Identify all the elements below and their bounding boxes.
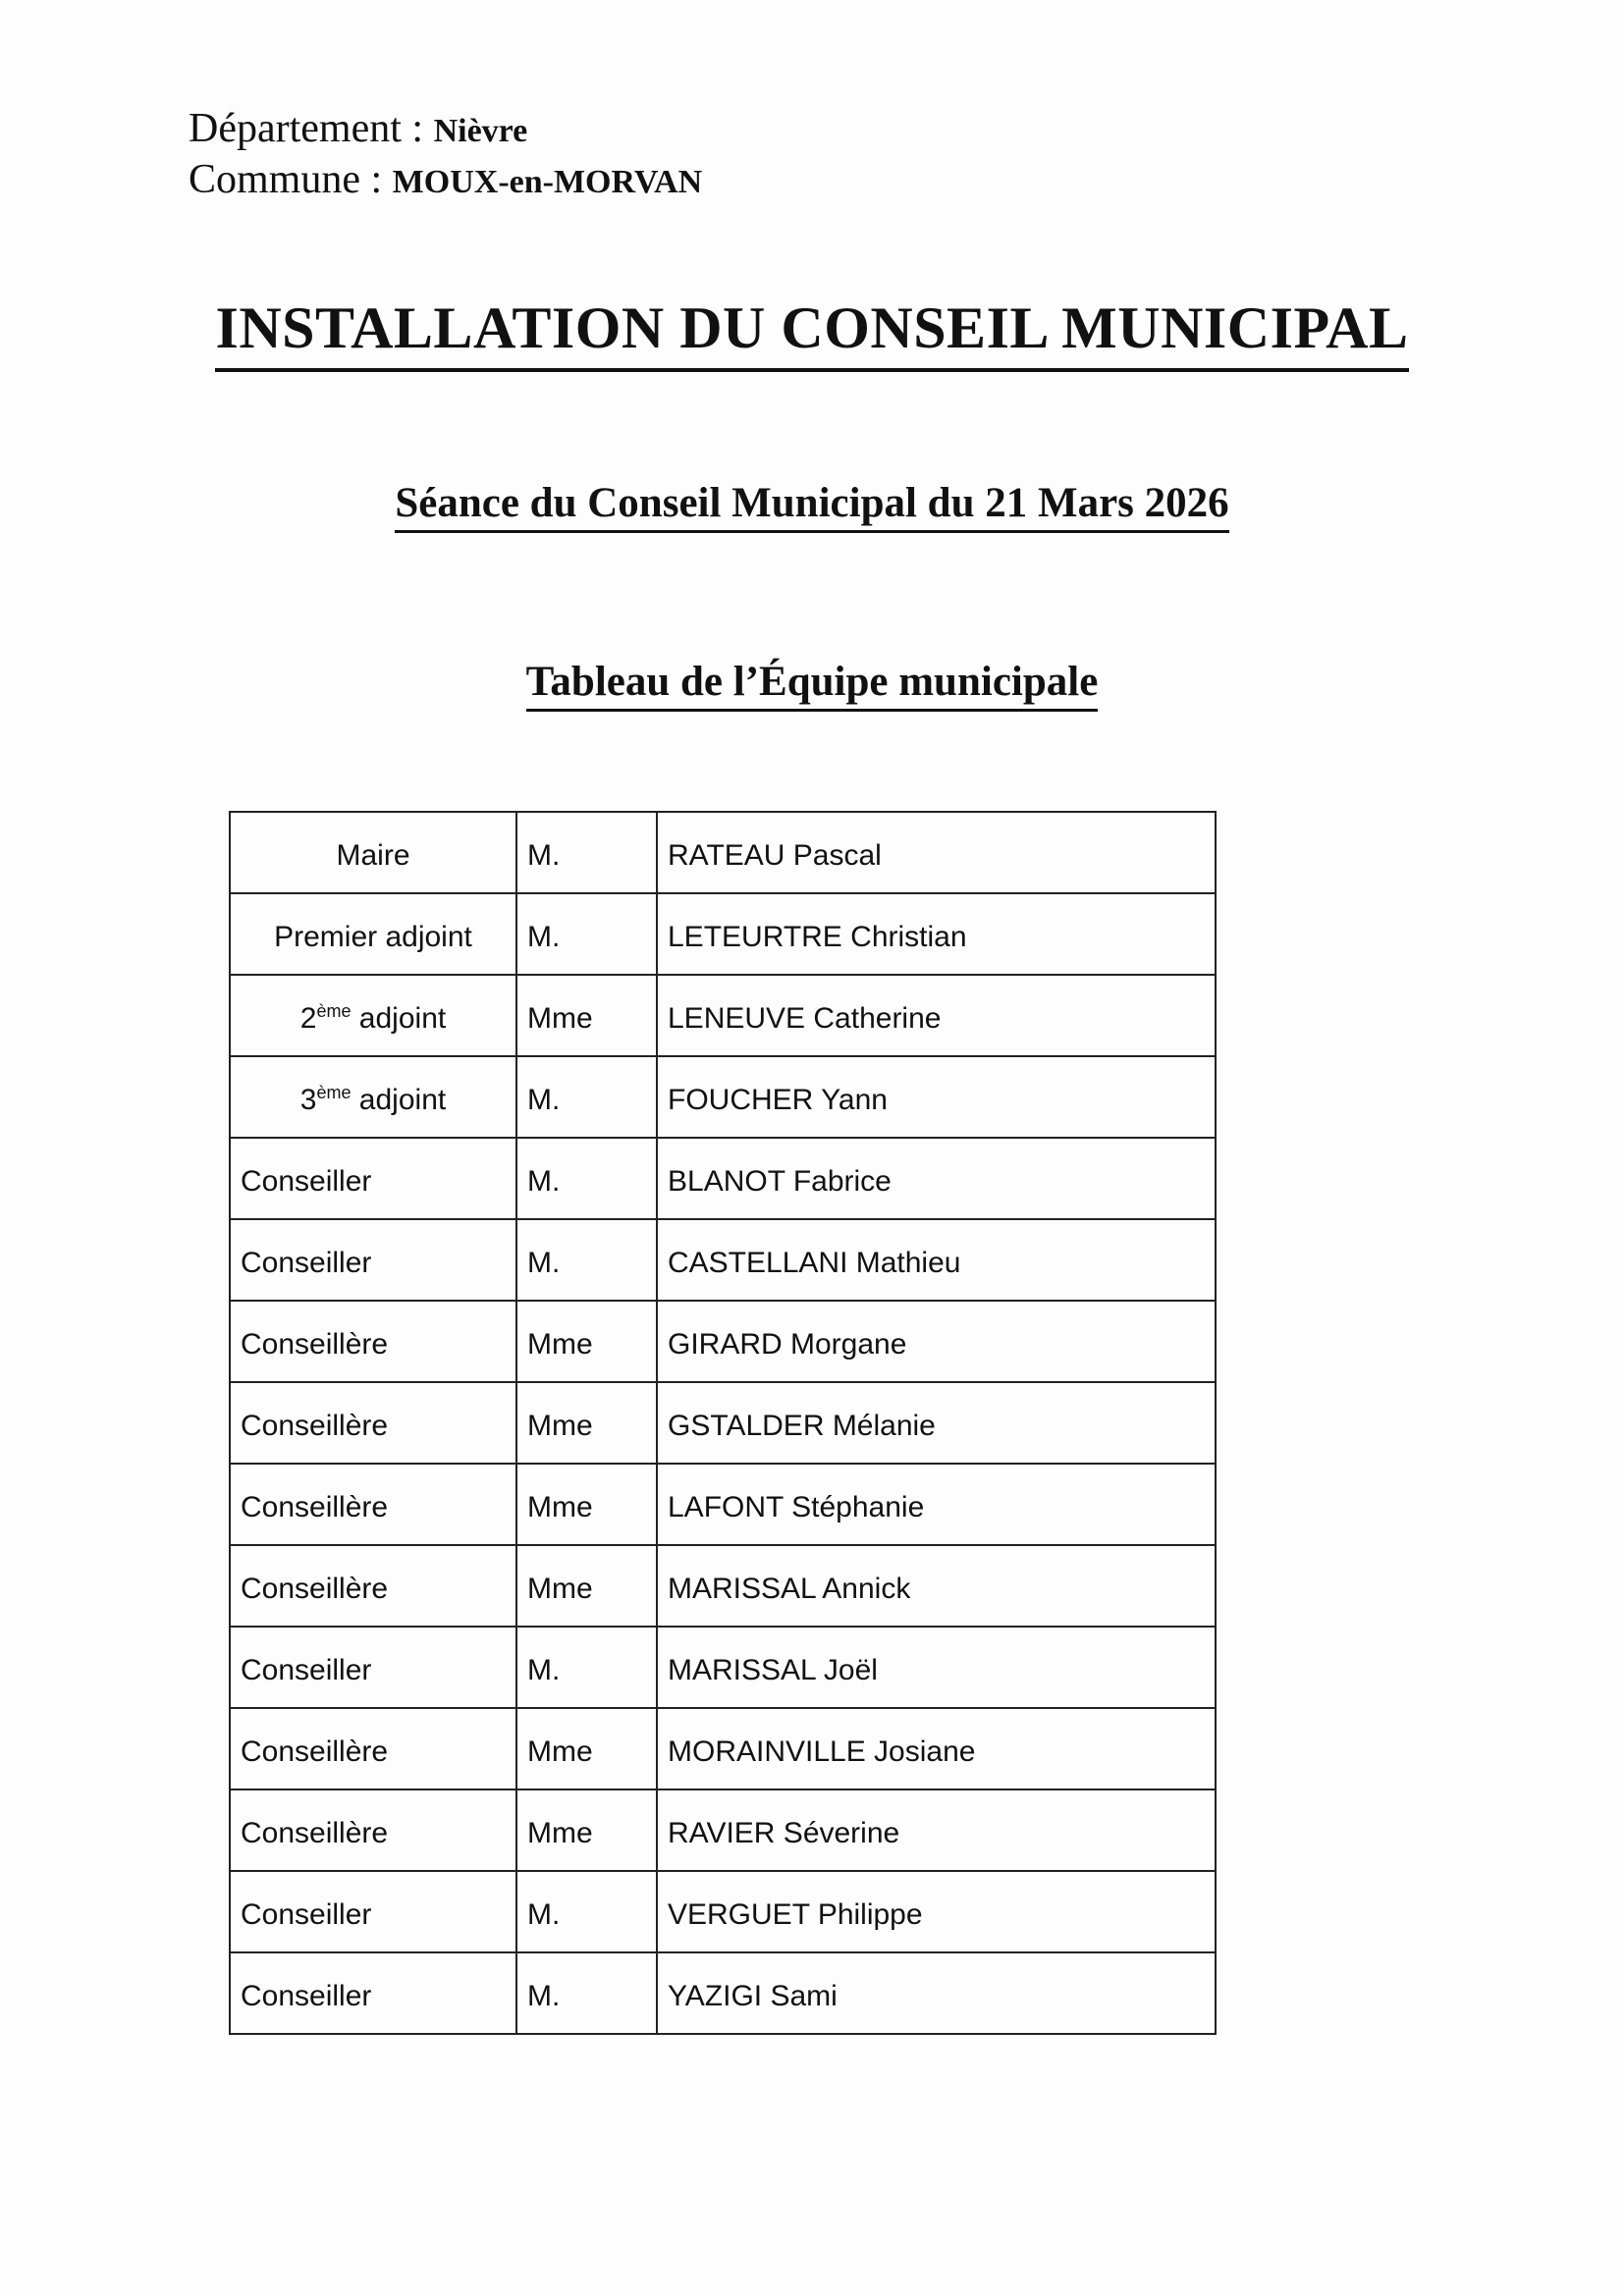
member-name-cell: RATEAU Pascal [657,812,1216,893]
civility-cell: Mme [516,1545,657,1627]
member-name-cell: MORAINVILLE Josiane [657,1708,1216,1789]
civility-cell: M. [516,1627,657,1708]
role-text: adjoint [351,1083,447,1116]
table-row [230,1871,1216,1952]
role-cell: Conseillère [230,1382,516,1464]
civility-cell: M. [516,893,657,975]
member-name-cell: GSTALDER Mélanie [657,1382,1216,1464]
table-row [230,1545,1216,1627]
table-row [230,1138,1216,1219]
table-row [230,1464,1216,1545]
civility-cell: M. [516,1952,657,2034]
table-row [230,1382,1216,1464]
civility-cell: M. [516,1138,657,1219]
civility-cell: Mme [516,1464,657,1545]
role-cell: Conseiller [230,1871,516,1952]
role-cell: Conseiller [230,1219,516,1301]
role-ordinal-suffix: ème [316,1000,352,1021]
table-row [230,1056,1216,1138]
member-name-cell: GIRARD Morgane [657,1301,1216,1382]
civility-cell: M. [516,1056,657,1138]
role-ordinal: 2 [299,1001,317,1035]
departement-value: Nièvre [433,113,528,149]
table-row [230,893,1216,975]
civility-cell: M. [516,1219,657,1301]
table-row [230,975,1216,1056]
member-name-cell: FOUCHER Yann [657,1056,1216,1138]
table-row [230,1789,1216,1871]
commune-line [189,155,702,207]
civility-cell: M. [516,812,657,893]
role-ordinal-suffix: ème [316,1082,352,1102]
role-cell [230,1056,516,1138]
table-row [230,1952,1216,2034]
commune-value: MOUX-en-MORVAN [392,164,703,200]
role-text: adjoint [351,1001,447,1035]
role-text: Maire [336,838,410,872]
municipal-team-table [229,811,1217,2035]
commune-label: Commune : [189,157,383,202]
member-name-cell: YAZIGI Sami [657,1952,1216,2034]
departement-label: Département : [189,106,424,151]
table-row [230,1301,1216,1382]
civility-cell: Mme [516,1301,657,1382]
tableau-heading: Tableau de l’Équipe municipale [526,658,1099,712]
table-row [230,1219,1216,1301]
civility-cell: Mme [516,1382,657,1464]
member-name-cell: LENEUVE Catherine [657,975,1216,1056]
civility-cell: Mme [516,1708,657,1789]
member-name-cell: BLANOT Fabrice [657,1138,1216,1219]
role-text: Premier adjoint [274,920,472,953]
role-cell: Conseillère [230,1545,516,1627]
member-name-cell: LETEURTRE Christian [657,893,1216,975]
table-row [230,1708,1216,1789]
member-name-cell: CASTELLANI Mathieu [657,1219,1216,1301]
seance-heading: Séance du Conseil Municipal du 21 Mars 2026 [395,479,1228,533]
member-name-cell: LAFONT Stéphanie [657,1464,1216,1545]
role-cell: Conseillère [230,1464,516,1545]
role-cell [230,812,516,893]
seance-heading-block [0,479,1624,533]
member-name-cell: VERGUET Philippe [657,1871,1216,1952]
role-cell: Conseillère [230,1301,516,1382]
role-cell: Conseiller [230,1952,516,2034]
departement-line [189,104,527,156]
member-name-cell: MARISSAL Annick [657,1545,1216,1627]
document-title: INSTALLATION DU CONSEIL MUNICIPAL [215,294,1408,372]
document-title-block [0,294,1624,372]
civility-cell: Mme [516,1789,657,1871]
tableau-heading-block [0,658,1624,712]
role-cell: Conseillère [230,1789,516,1871]
civility-cell: M. [516,1871,657,1952]
table-row [230,1627,1216,1708]
member-name-cell: RAVIER Séverine [657,1789,1216,1871]
role-cell [230,975,516,1056]
member-name-cell: MARISSAL Joël [657,1627,1216,1708]
role-ordinal: 3 [299,1083,317,1116]
civility-cell: Mme [516,975,657,1056]
role-cell [230,893,516,975]
role-cell: Conseillère [230,1708,516,1789]
table-row [230,812,1216,893]
role-cell: Conseiller [230,1627,516,1708]
role-cell: Conseiller [230,1138,516,1219]
